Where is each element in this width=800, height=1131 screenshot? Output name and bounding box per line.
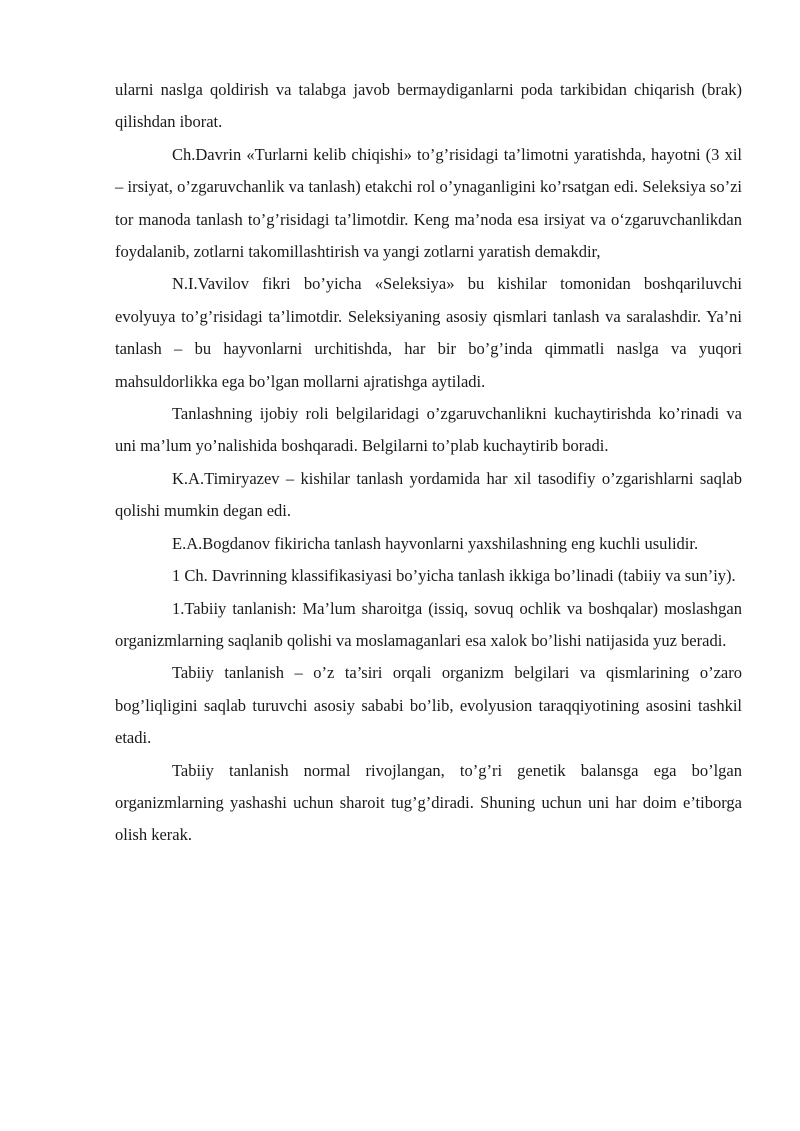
paragraph: 1 Ch. Davrinning klassifikasiyasi bo’yicha tanlash ikkiga bo’linadi (tabiiy va sun’iy). (172, 566, 736, 586)
paragraph: Tabiiy tanlanish normal rivojlangan, to’g’ri genetik balansga ega bo’lgan organizmlarning yashashi uchun sharoit tug’g’diradi. Shuning uchun uni har doim e’tiborga olish kerak. (115, 760, 742, 845)
paragraph: Tabiiy tanlanish – o’z ta’siri orqali organizm belgilari va qismlarining o’zaro bog’liqligini saqlab turuvchi asosiy sababi bo’lib, evolyusion taraqqiyotining asosini tashkil etadi. (115, 663, 742, 748)
paragraph: E.A.Bogdanov fikiricha tanlash hayvonlarni yaxshilashning eng kuchli usulidir. (172, 533, 699, 553)
paragraph: Tanlashning ijobiy roli belgilaridagi o’zgaruvchanlikni kuchaytirishda ko’rinadi va uni ma’lum yo’nalishida boshqaradi. Belgilarni to’plab kuchaytirib boradi. (115, 404, 742, 456)
paragraph: ularni naslga qoldirish va talabga javob bermaydiganlarni poda tarkibidan chiqarish (brak) qilishdan iborat. (115, 80, 742, 132)
document-page (115, 74, 742, 852)
paragraph: Ch.Davrin «Turlarni kelib chiqishi» to’g’risidagi ta’limotni yaratishda, hayotni (3 xil – irsiyat, o’zgaruvchanlik va tanlash) etakchi rol o’ynaganligini ko’rsatgan edi. Seleksiya so’zi tor manoda tanlash to’g’risidagi ta’limotdir. Keng ma’noda esa irsiyat va o‘zgaruvchanlikdan foydalanib, zotlarni takomillashtirish va yangi zotlarni yaratish demakdir, (115, 144, 742, 262)
paragraph: 1.Tabiiy tanlanish: Ma’lum sharoitga (issiq, sovuq ochlik va boshqalar) moslashgan organizmlarning saqlanib qolishi va moslamaganlari esa xalok bo’lishi natijasida yuz beradi. (115, 598, 742, 650)
paragraph: N.I.Vavilov fikri bo’yicha «Seleksiya» bu kishilar tomonidan boshqariluvchi evolyuya to’g’risidagi ta’limotdir. Seleksiyaning asosiy qismlari tanlash va saralashdir. Ya’ni tanlash – bu hayvonlarni urchitishda, har bir bo’g’inda qimmatli naslga va yuqori mahsuldorlikka ega bo’lgan mollarni ajratishga aytiladi. (115, 274, 742, 391)
paragraph: K.A.Timiryazev – kishilar tanlash yordamida har xil tasodifiy o’zgarishlarni saqlab qolishi mumkin degan edi. (115, 468, 742, 521)
